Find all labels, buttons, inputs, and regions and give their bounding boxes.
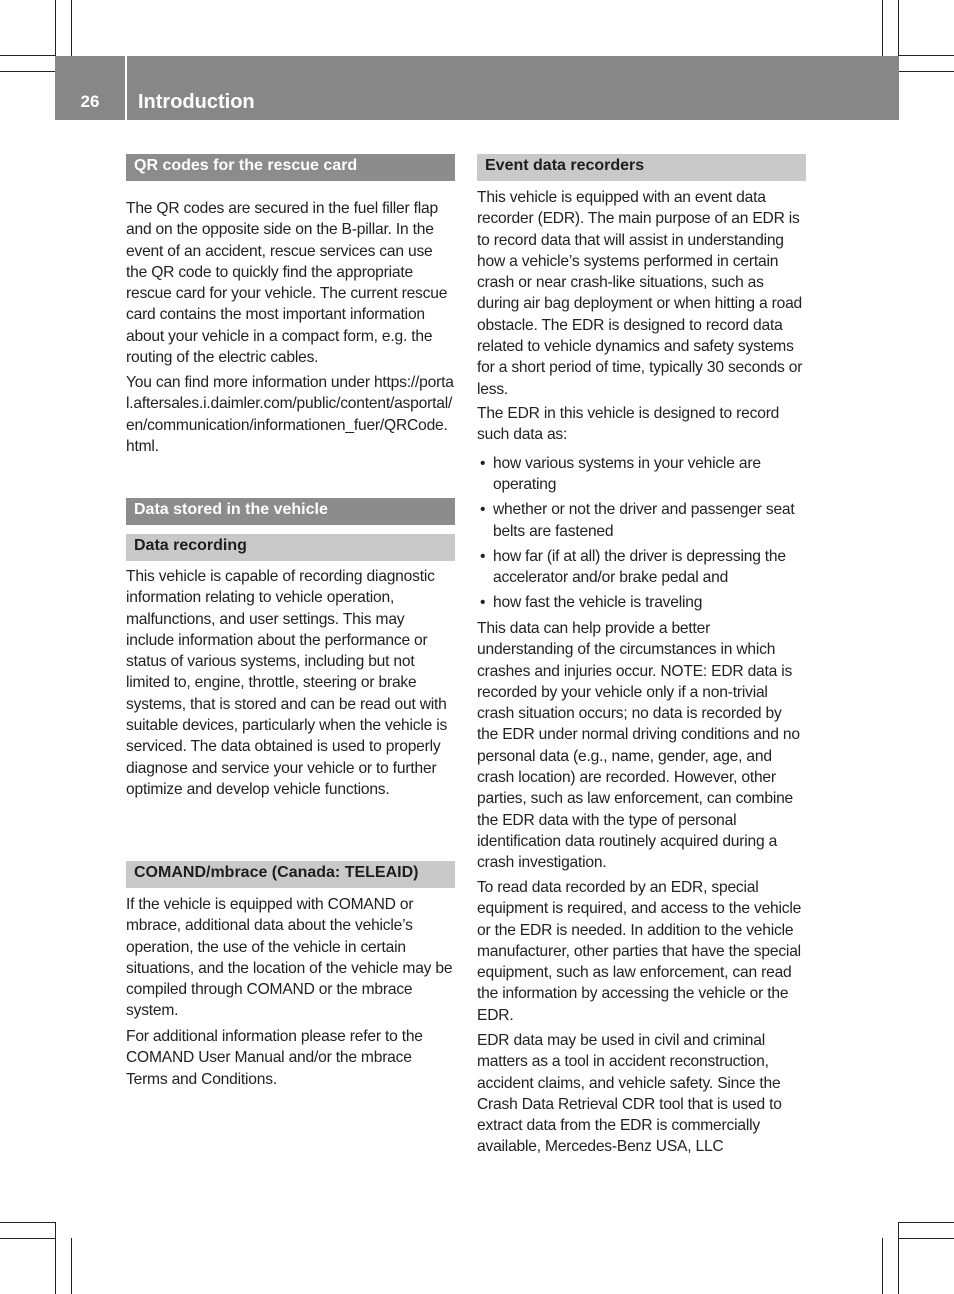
- crop-mark: [0, 1238, 56, 1239]
- crop-mark: [882, 1238, 883, 1294]
- comand-paragraph-1: If the vehicle is equipped with COMAND or mbrace, additional data about the vehicle’s operation, the use of the vehicle in certain situations, and the location of the vehicle may be compiled through COMAND or the mbrace system.: [126, 896, 453, 1020]
- crop-mark: [71, 1238, 72, 1294]
- edr-paragraph-4: To read data recorded by an EDR, special equipment is required, and access to the vehicle or the EDR is needed. In addition to the vehicle manufacturer, other parties that have the special equipment, such as law enforcement, can read the information by accessing the vehicle or the EDR.: [477, 879, 802, 1024]
- list-item-text: how far (if at all) the driver is depressing the accelerator and/or brake pedal and: [493, 547, 786, 586]
- section-heading-qr-codes: QR codes for the rescue card: [126, 154, 455, 181]
- crop-mark: [0, 71, 56, 72]
- qr-paragraph-2: You can find more information under https://portal.aftersales.i.daimler.com/public/content/asportal/en/communication/informationen_fuer/QRCode.html.: [126, 374, 454, 455]
- edr-paragraph-5: EDR data may be used in civil and criminal matters as a tool in accident reconstruction, accident claims, and vehicle safety. Since the Crash Data Retrieval CDR tool that is used to extract data from the EDR is commercially available, Mercedes-Benz USA, LLC: [477, 1032, 782, 1156]
- crop-mark: [898, 71, 954, 72]
- list-item-text: how various systems in your vehicle are operating: [493, 455, 761, 494]
- bullet-glyph: •: [480, 593, 486, 611]
- crop-mark: [55, 1222, 56, 1294]
- edr-paragraph-1: This vehicle is equipped with an event data recorder (EDR). The main purpose of an EDR is to record data that will assist in understanding how a vehicle’s systems performed in certain crash or near crash-like situations, such as during air bag deployment or when hitting a road obstacle. The EDR is designed to record data related to vehicle dynamics and safety systems for a short period of time, typically 30 seconds or less.: [477, 189, 803, 398]
- edr-paragraph-3: This data can help provide a better understanding of the circumstances in which crashes and injuries occur. NOTE: EDR data is recorded by your vehicle only if a non-trivial crash situation occurs; no data is recorded by the EDR under normal driving conditions and no personal data (e.g., name, gender, age, and crash location) are recorded. However, other parties, such as law enforcement, can combine the EDR data with the type of personal identification data routinely acquired during a crash investigation.: [477, 620, 800, 872]
- section-heading-comand-mbrace: COMAND/mbrace (Canada: TELEAID): [126, 861, 455, 888]
- list-item: [477, 592, 806, 613]
- bullet-glyph: •: [480, 455, 486, 472]
- list-item-text: how fast the vehicle is traveling: [493, 593, 703, 611]
- data-recording-paragraph: This vehicle is capable of recording diagnostic information relating to vehicle operation, malfunctions, and user settings. This may include information about the performance or status of various systems, including but not limited to, engine, throttle, steering or brake systems, that is stored and can be read out with suitable devices, particularly when the vehicle is serviced. The data obtained is used to properly diagnose and service your vehicle or to further optimize and develop vehicle functions.: [126, 568, 448, 798]
- edr-recorded-data-list: [477, 453, 806, 617]
- crop-mark: [898, 1222, 954, 1223]
- qr-paragraph-1: The QR codes are secured in the fuel filler flap and on the opposite side on the B-pillar. In the event of an accident, rescue services can use the QR code to quickly find the appropriate rescue card for your vehicle. The current rescue card contains the most important information about your vehicle in a compact form, e.g. the routing of the electric cables.: [126, 200, 448, 367]
- subheading-data-recording: Data recording: [126, 534, 455, 561]
- header-divider: [125, 56, 127, 120]
- comand-paragraph-2: For additional information please refer to the COMAND User Manual and/or the mbrace Terms and Conditions.: [126, 1028, 423, 1088]
- list-item: [477, 453, 806, 496]
- list-item: [477, 546, 806, 589]
- section-heading-data-stored: Data stored in the vehicle: [126, 498, 455, 525]
- list-item: [477, 499, 806, 542]
- section-heading-event-data-recorders: Event data recorders: [477, 154, 806, 181]
- page-number: 26: [80, 92, 100, 111]
- edr-paragraph-2: The EDR in this vehicle is designed to record such data as:: [477, 405, 780, 444]
- crop-mark: [898, 1222, 899, 1294]
- crop-mark: [71, 0, 72, 56]
- crop-mark: [898, 1238, 954, 1239]
- crop-mark: [898, 55, 954, 56]
- bullet-glyph: •: [480, 501, 486, 519]
- crop-mark: [882, 0, 883, 56]
- chapter-title: Introduction: [138, 91, 255, 113]
- list-item-text: whether or not the driver and passenger seat belts are fastened: [493, 501, 795, 540]
- crop-mark: [0, 1222, 56, 1223]
- bullet-glyph: •: [480, 547, 486, 565]
- crop-mark: [0, 55, 56, 56]
